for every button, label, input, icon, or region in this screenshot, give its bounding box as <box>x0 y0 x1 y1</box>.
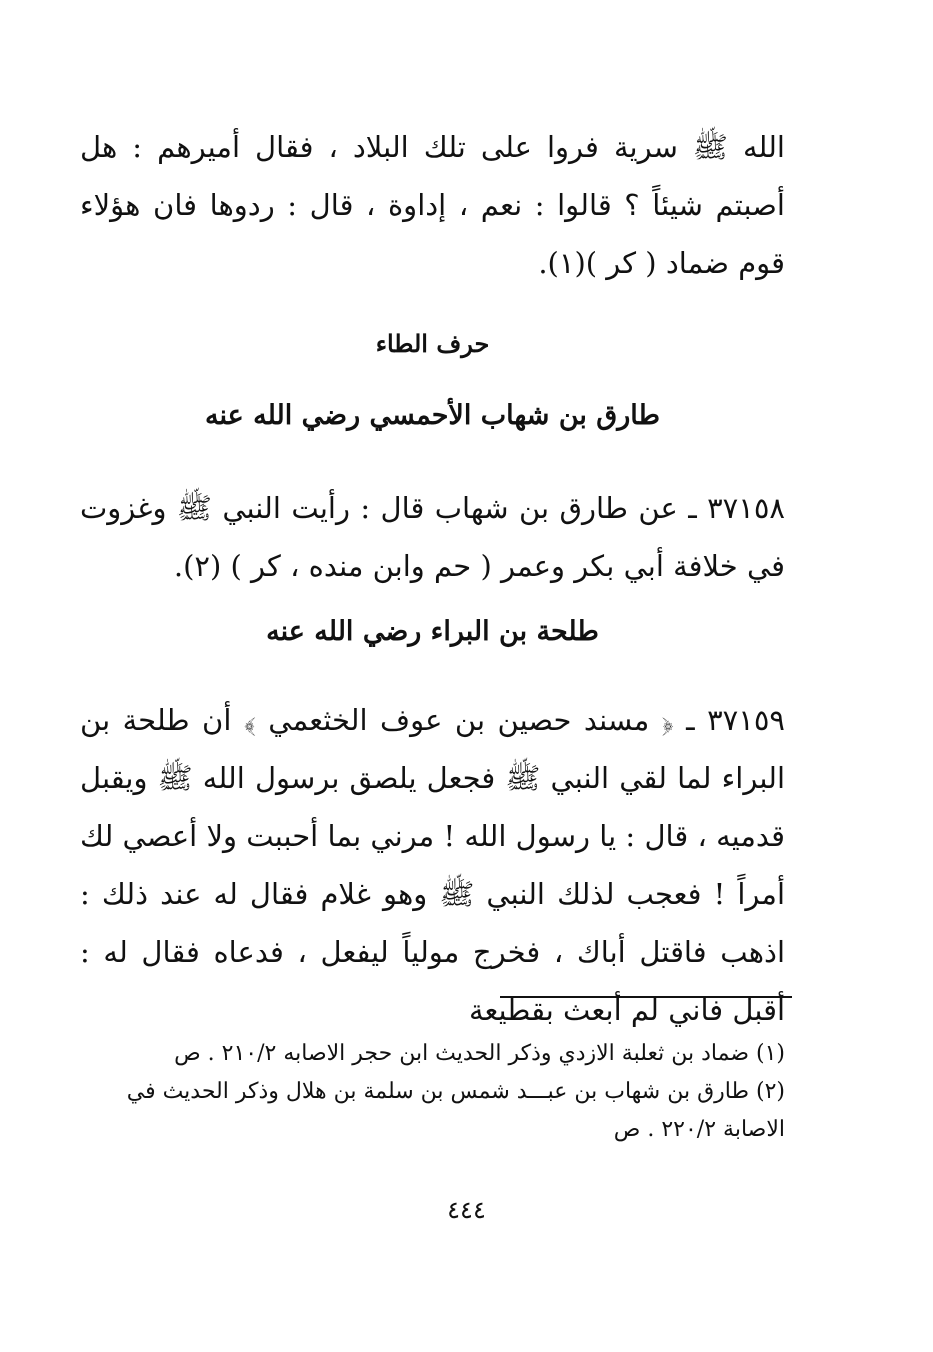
footnotes <box>80 1035 785 1149</box>
footnote-1: (١) ضماد بن ثعلبة الازدي وذكر الحديث ابن حجر الاصابه ٢١٠/٢ . ص <box>174 1041 785 1066</box>
footnote-2: (٢) طارق بن شهاب بن عبـــد شمس بن سلمة بن هلال وذكر الحديث في الاصابة ٢٢٠/٢ . ص <box>126 1079 785 1142</box>
page-number: ٤٤٤ <box>447 1196 486 1224</box>
letter-heading: حرف الطاء <box>375 329 490 358</box>
section-heading-talha: طلحة بن البراء رضي الله عنه <box>266 616 599 647</box>
hadith-entry-37159: ٣٧١٥٩ ـ ﴿ مسند حصين بن عوف الخثعمي ﴾ أن طلحة بن البراء لما لقي النبي ﷺ فجعل يلصق برسول الله ﷺ ويقبل قدميه ، قال : يا رسول الله ! مرني بما أحببت ولا أعصي لك أمراً ! فعجب لذلك النبي ﷺ وهو غلام فقال له عند ذلك : اذهب فاقتل أباك ، فخرج مولياً ليفعل ، فدعاه فقال له : أقبل فاني لم أبعث بقطيعة <box>80 703 785 1027</box>
footnote-divider <box>500 996 792 998</box>
section-heading-tariq: طارق بن شهاب الأحمسي رضي الله عنه <box>204 400 661 431</box>
hadith-entry-37158: ٣٧١٥٨ ـ عن طارق بن شهاب قال : رأيت النبي ﷺ وغزوت في خلافة أبي بكر وعمر ( حم وابن منده ، كر ) (٢). <box>80 491 785 583</box>
intro-paragraph: الله ﷺ سرية فروا على تلك البلاد ، فقال أميرهم : هل أصبتم شيئاً ؟ قالوا : نعم ، إداوة ، قال : ردوها فان هؤلاء قوم ضماد ( كر )(١). <box>80 130 785 280</box>
